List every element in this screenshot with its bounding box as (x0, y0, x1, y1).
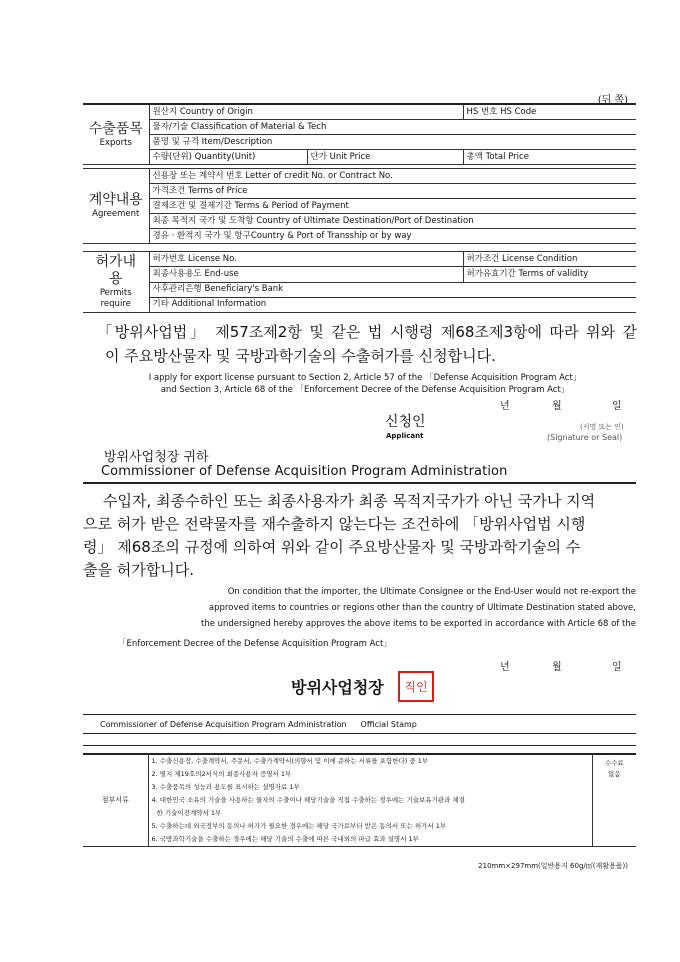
exports-label: 수출품목 Exports (83, 104, 149, 165)
application-text-ko-2: 이 주요방산물자 및 국방과학기술의 수출허가를 신청합니다. (105, 347, 496, 365)
application-text-ko-1: 「방위사업법」 제57조제2항 및 같은 법 시행령 제68조제3항에 따라 위와 같 (97, 323, 637, 341)
approval-text-en-2: approved items to countries or regions other than the country of Ultimate Destination stated above, (208, 603, 636, 613)
hs-code-field[interactable]: HS 번호 HS Code (463, 104, 636, 120)
approval-text-ko-1: 수입자, 최종수하인 또는 최종사용자가 최종 목적지국가가 아닌 국가나 지역 (103, 492, 596, 510)
signature-hint-en[interactable]: (Signature or Seal) (547, 433, 623, 442)
back-side-label: (뒤 쪽) (597, 95, 628, 106)
signature-hint-ko[interactable]: (서명 또는 인) (580, 423, 624, 431)
official-stamp: 직인 (398, 671, 434, 702)
quantity-field[interactable]: 수량(단위) Quantity(Unit) (149, 150, 307, 165)
applicant-label-ko: 신청인 (385, 414, 426, 430)
attachments-table (83, 753, 636, 847)
unit-price-field[interactable]: 단가 Unit Price (307, 150, 463, 165)
approval-text-ko-3: 령」 제68조의 규정에 의하여 위와 같이 주요방산물자 및 국방과학기술의 수 (83, 538, 581, 556)
approval-text-ko-4: 출을 허가합니다. (83, 561, 194, 579)
application-text-en: I apply for export license pursuant to Section 2, Article 57 of the 「Defense Acquisition Program Act」 and Section 3, Article 68 of the 「Enforcement Decree of the Defense Acquisition Program Act」 (148, 373, 582, 395)
fee-cell: 수수료 없음 (592, 754, 636, 847)
classification-field[interactable]: 물자/기술 Classification of Material & Tech (149, 120, 636, 135)
approval-text-en-3: the undersigned hereby approves the above items to be exported in accordance with Article 68 of the (200, 619, 636, 629)
attachment-item: 5. 수출하는데 외국정부의 동의나 허가가 필요한 경우에는 해당 국가로부터 받은 동의서 또는 허가서 1부 (151, 822, 447, 830)
total-price-field[interactable]: 총액 Total Price (463, 150, 636, 165)
addressee-ko: 방위사업청장 귀하 (104, 450, 209, 465)
divider (83, 482, 636, 484)
validity-field[interactable]: 허가유효기간 Terms of validity (463, 267, 636, 282)
terms-price-field[interactable]: 가격조건 Terms of Price (149, 184, 636, 199)
attachment-item: 1. 수출신용장, 수출계약서, 주문서, 수출가계약서(의향서 및 이에 준하는 서류를 포함한다) 중 1부 (148, 754, 592, 768)
approval-text-ko-2: 으로 허가 받은 전략물자를 재수출하지 않는다는 조건하에 「방위사업법 시행 (83, 515, 586, 533)
approval-text-en-4: 「Enforcement Decree of the Defense Acquisition Program Act」 (118, 639, 392, 649)
attachment-item: 3. 수출품목의 성능과 용도를 표시하는 설명자료 1부 (151, 783, 300, 791)
approval-text-en-1: On condition that the importer, the Ultimate Consignee or the End-User would not re-export the (227, 587, 636, 597)
exports-table (83, 103, 636, 165)
attachment-item: 한 기술이전계약서 1부 (156, 809, 222, 817)
divider (83, 733, 636, 734)
paper-size-note: 210mm×297mm(일반용지 60g/㎡(재활용품)) (478, 862, 628, 870)
issuer-name: 방위사업청장 (291, 678, 384, 697)
license-no-field[interactable]: 허가번호 License No. (149, 252, 463, 267)
agreement-table (83, 168, 636, 244)
item-field[interactable]: 품명 및 규격 Item/Description (149, 135, 636, 150)
additional-info-field[interactable]: 기타 Additional Information (149, 297, 636, 312)
credit-no-field[interactable]: 신용장 또는 계약서 번호 Letter of credit No. or Contract No. (149, 169, 636, 184)
addressee-en: Commissioner of Defense Acquisition Program Administration (101, 464, 508, 479)
attachment-item: 6. 국방과학기술을 수출하는 경우에는 해당 기술의 수출에 따른 국내외의 파급 효과 설명서 1부 (148, 833, 592, 847)
bank-field[interactable]: 사후관리은행 Beneficiary's Bank (149, 282, 636, 297)
attachment-item: 2. 별지 제19호의2서식의 최종사용자 증명서 1부 (151, 770, 292, 778)
origin-field[interactable]: 원산지 Country of Origin (149, 104, 463, 120)
permits-table (83, 251, 636, 313)
attachments-label: 첨부서류 (83, 754, 148, 847)
terms-payment-field[interactable]: 결제조건 및 결제기간 Terms & Period of Payment (149, 199, 636, 214)
license-condition-field[interactable]: 허가조건 License Condition (463, 252, 636, 267)
divider (83, 745, 636, 746)
destination-field[interactable]: 최종 목적지 국가 및 도착항 Country of Ultimate Destination/Port of Destination (149, 214, 636, 229)
divider (83, 714, 636, 715)
issuer-en-line: Commissioner of Defense Acquisition Program Administration Official Stamp (100, 720, 417, 729)
applicant-label-en: Applicant (386, 432, 424, 440)
transship-field[interactable]: 경유 · 환적지 국가 및 항구Country & Port of Transship or by way (149, 229, 636, 244)
end-use-field[interactable]: 최종사용용도 End-use (149, 267, 463, 282)
agreement-label: 계약내용 Agreement (83, 169, 149, 244)
attachment-item: 4. 대한민국 소유의 기술을 사용하는 물자의 수출이나 해당기술을 직접 수출하는 경우에는 기술보유기관과 체결 (151, 796, 466, 804)
permits-label: 허가내 용 Permits require (83, 252, 149, 313)
